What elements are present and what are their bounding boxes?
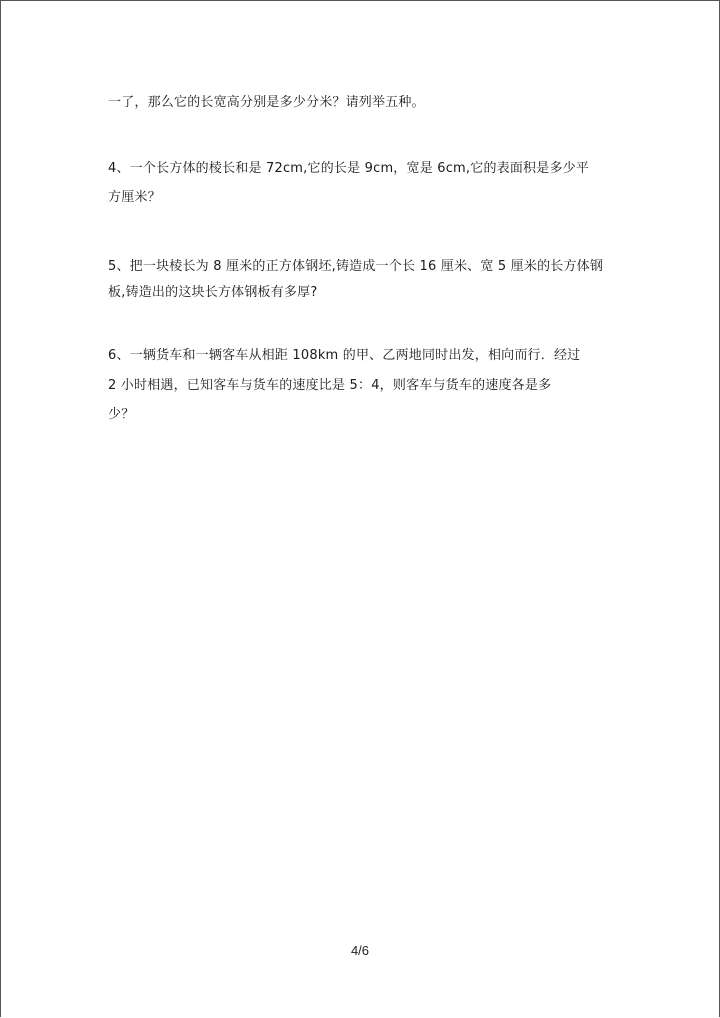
page-number: 4/6 [350,943,370,958]
problem-5-text-line-1: 5、把一块棱长为 8 厘米的正方体钢坯,铸造成一个长 16 厘米、宽 5 厘米的长方体钢 [108,259,604,274]
problem-6-text-line-1: 6、一辆货车和一辆客车从相距 108km 的甲、乙两地同时出发，相向而行．经过 [108,348,581,363]
problem-4-text-line-2: 方厘米？ [108,190,161,205]
problem-6-text-line-3: 少？ [108,407,135,422]
problem-4-text-line-1: 4、一个长方体的棱长和是 72cm,它的长是 9cm，宽是 6cm,它的表面积是多少平 [108,161,590,176]
problem-6-text-line-2: 2 小时相遇，已知客车与货车的速度比是 5：4，则客车与货车的速度各是多 [108,378,552,393]
problem-3-continuation-text: 一了，那么它的长宽高分别是多少分米？请列举五种。 [108,95,425,110]
problem-5-text-line-2: 板,铸造出的这块长方体钢板有多厚? [108,285,318,300]
